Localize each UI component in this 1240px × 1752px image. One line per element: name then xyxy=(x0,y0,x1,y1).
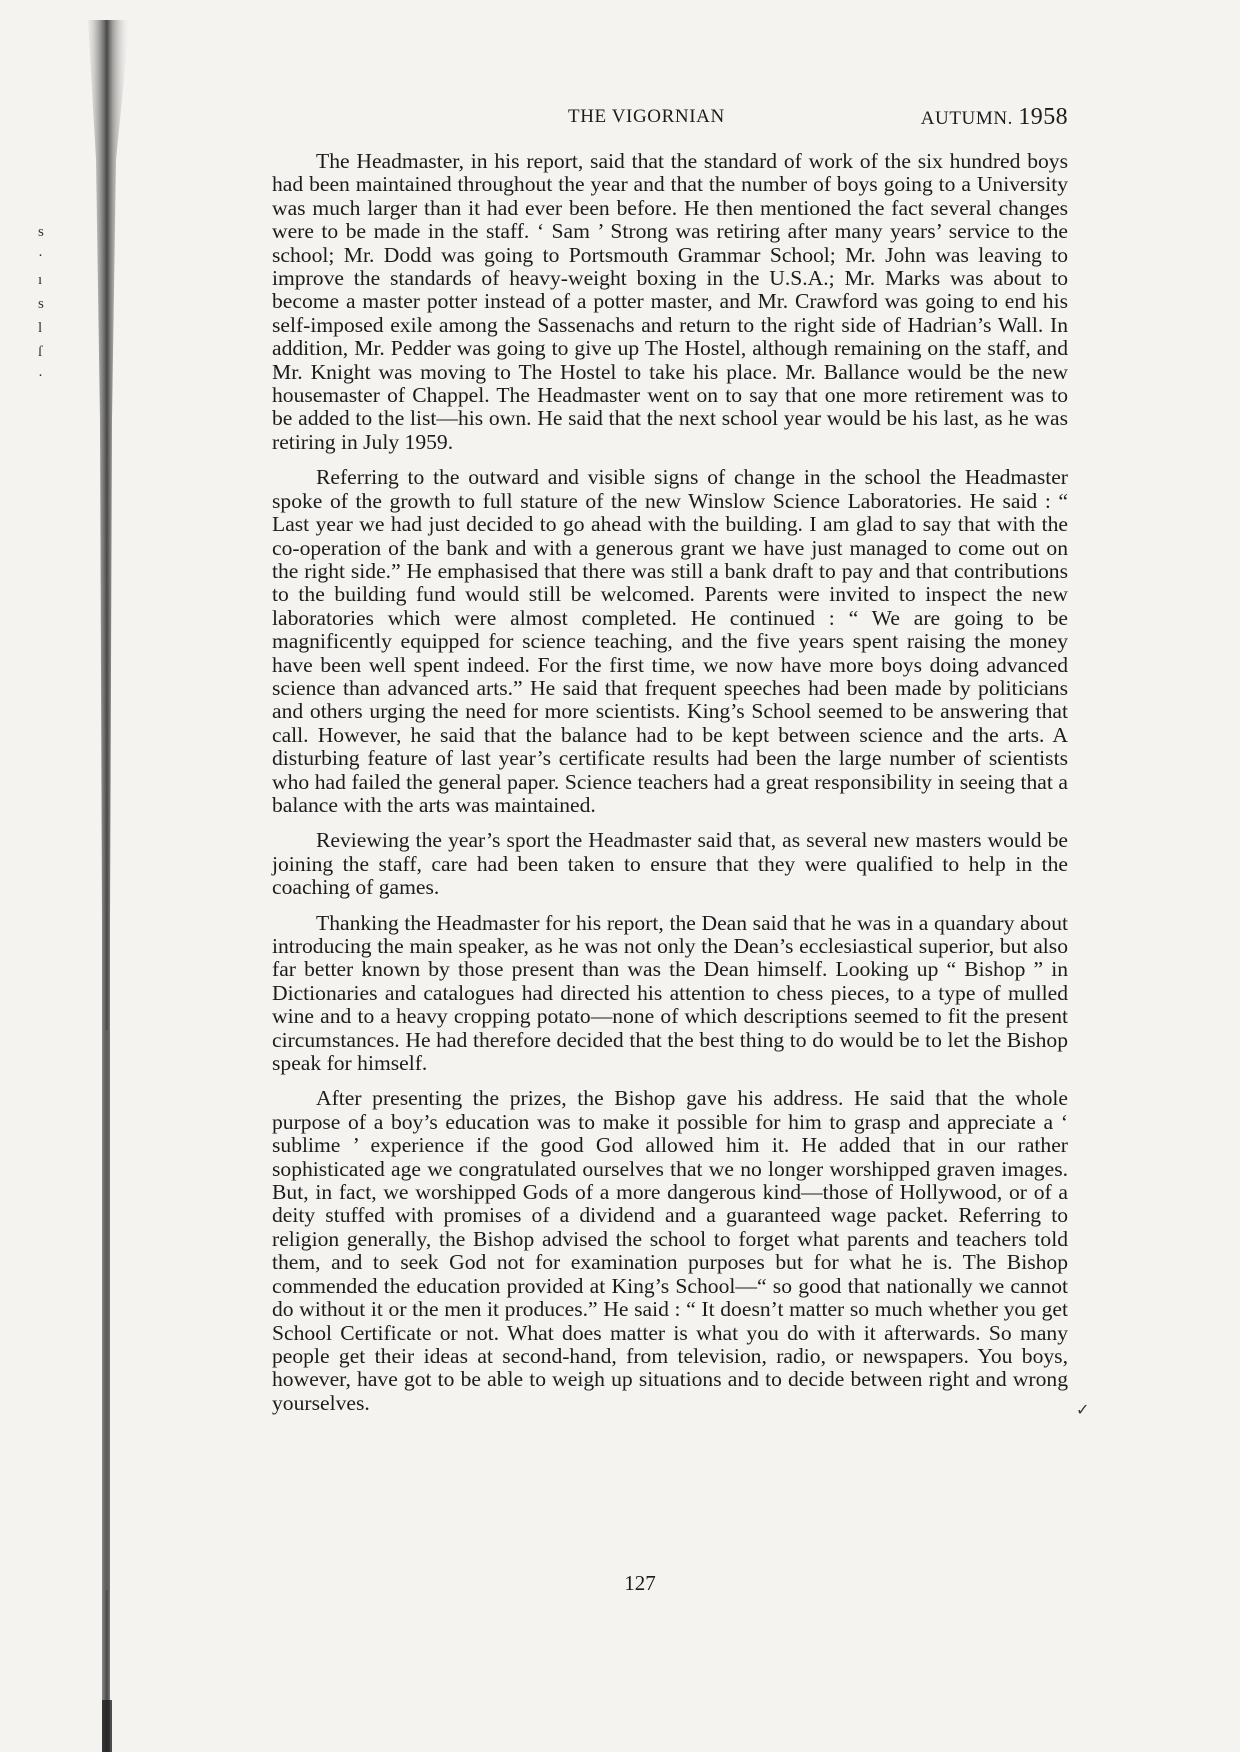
issue-season: AUTUMN. xyxy=(920,108,1014,129)
paragraph: After presenting the prizes, the Bishop gave his address. He said that the whole purpose of a boy’s education was to make it possible for him to grasp and appreciate a ‘ sublime ’ experience if the good God allowed him it. He added that in our rather sophisticated age we congratulated ourselves that we no longer worshipped graven images. But, in fact, we worshipped Gods of a more dangerous kind—those of Hollywood, or of a deity stuffed with promises of a dividend and a guaranteed wage packet. Referring to religion generally, the Bishop advised the school to forget what parents and teachers told them, and to seek God not for examination purposes but for what he is. The Bishop commended the education provided at King’s School—“ so good that nationally we cannot do without it or the men it produces.” He said : “ It doesn’t matter so much whether you get School Certificate or not. What does matter is what you do with it afterwards. So many people get their ideas at second-hand, from television, radio, or newspapers. You boys, however, have got to be able to weigh up situations and to decide between right and wrong yourselves. xyxy=(272,1086,1068,1415)
paragraph: Reviewing the year’s sport the Headmaster said that, as several new masters would be joining the staff, care had been taken to ensure that they were qualified to help in the coaching of games. xyxy=(272,828,1068,900)
margin-mark: s xyxy=(38,296,44,312)
margin-marks xyxy=(38,220,50,388)
issue-label xyxy=(921,104,1068,131)
article-body xyxy=(272,150,1068,1427)
paragraph: Thanking the Headmaster for his report, the Dean said that he was in a quandary about introducing the main speaker, as he was not only the Dean’s ecclesiastical superior, but also far better known by those present than was the Dean himself. Looking up “ Bishop ” in Dictionaries and catalogues had directed his attention to chess pieces, to a type of mulled wine and to a heavy cropping potato—none of which descriptions seemed to fit the present circumstances. He had therefore decided that the best thing to do would be to let the Bishop speak for himself. xyxy=(272,910,1068,1076)
stray-pencil-mark: ✓ xyxy=(1076,1402,1090,1419)
margin-mark: · xyxy=(38,368,43,384)
issue-year: 1958 xyxy=(1018,104,1068,130)
binding-shadow xyxy=(88,20,130,1752)
margin-mark: l xyxy=(38,320,43,336)
margin-mark: · xyxy=(38,248,43,264)
paragraph: Referring to the outward and visible signs of change in the school the Headmaster spoke of the growth to full stature of the new Winslow Science Laboratories. He said : “ Last year we had just decided to go ahead with the building. I am glad to say that with the co-operation of the bank and with a generous grant we have just managed to come out on the right side.” He emphasised that there was still a bank draft to pay and that contributions to the building fund would still be welcomed. Parents were invited to inspect the new laboratories which were almost completed. He continued : “ We are going to be magnificently equipped for science teaching, and the five years spent raising the money have been well spent indeed. For the first time, we now have more boys doing advanced science than advanced arts.” He said that frequent speeches had been made by politicians and others urging the need for more scientists. King’s School seemed to be answering that call. However, he said that the balance had to be kept between science and the arts. A disturbing feature of last year’s certificate results had been the large number of scientists who had failed the general paper. Science teachers had a great responsibility in seeing that a balance with the arts was maintained. xyxy=(272,465,1068,817)
margin-mark: ſ xyxy=(38,344,43,360)
page-number: 127 xyxy=(624,1571,656,1595)
paragraph: The Headmaster, in his report, said that the standard of work of the six hundred boys had been maintained throughout the year and that the number of boys going to a University was much larger than it had ever been before. He then mentioned the fact several changes were to be made in the staff. ‘ Sam ’ Strong was retiring after many years’ service to the school; Mr. Dodd was going to Portsmouth Grammar School; Mr. John was leaving to improve the standards of heavy-weight boxing in the U.S.A.; Mr. Marks was about to become a master potter instead of a potter master, and Mr. Crawford was going to end his self-imposed exile among the Sassenachs and return to the right side of Hadrian’s Wall. In addition, Mr. Pedder was going to give up The Hostel, although remaining on the staff, and Mr. Knight was moving to The Hostel to take his place. Mr. Ballance would be the new housemaster of Chappel. The Headmaster went on to say that one more retirement was to be added to the list—his own. He said that the next school year would be his last, as he was retiring in July 1959. xyxy=(272,149,1068,454)
journal-title: THE VIGORNIAN xyxy=(568,106,725,127)
running-header xyxy=(272,104,1068,134)
margin-mark: s xyxy=(38,224,44,240)
margin-mark: ı xyxy=(38,272,43,288)
